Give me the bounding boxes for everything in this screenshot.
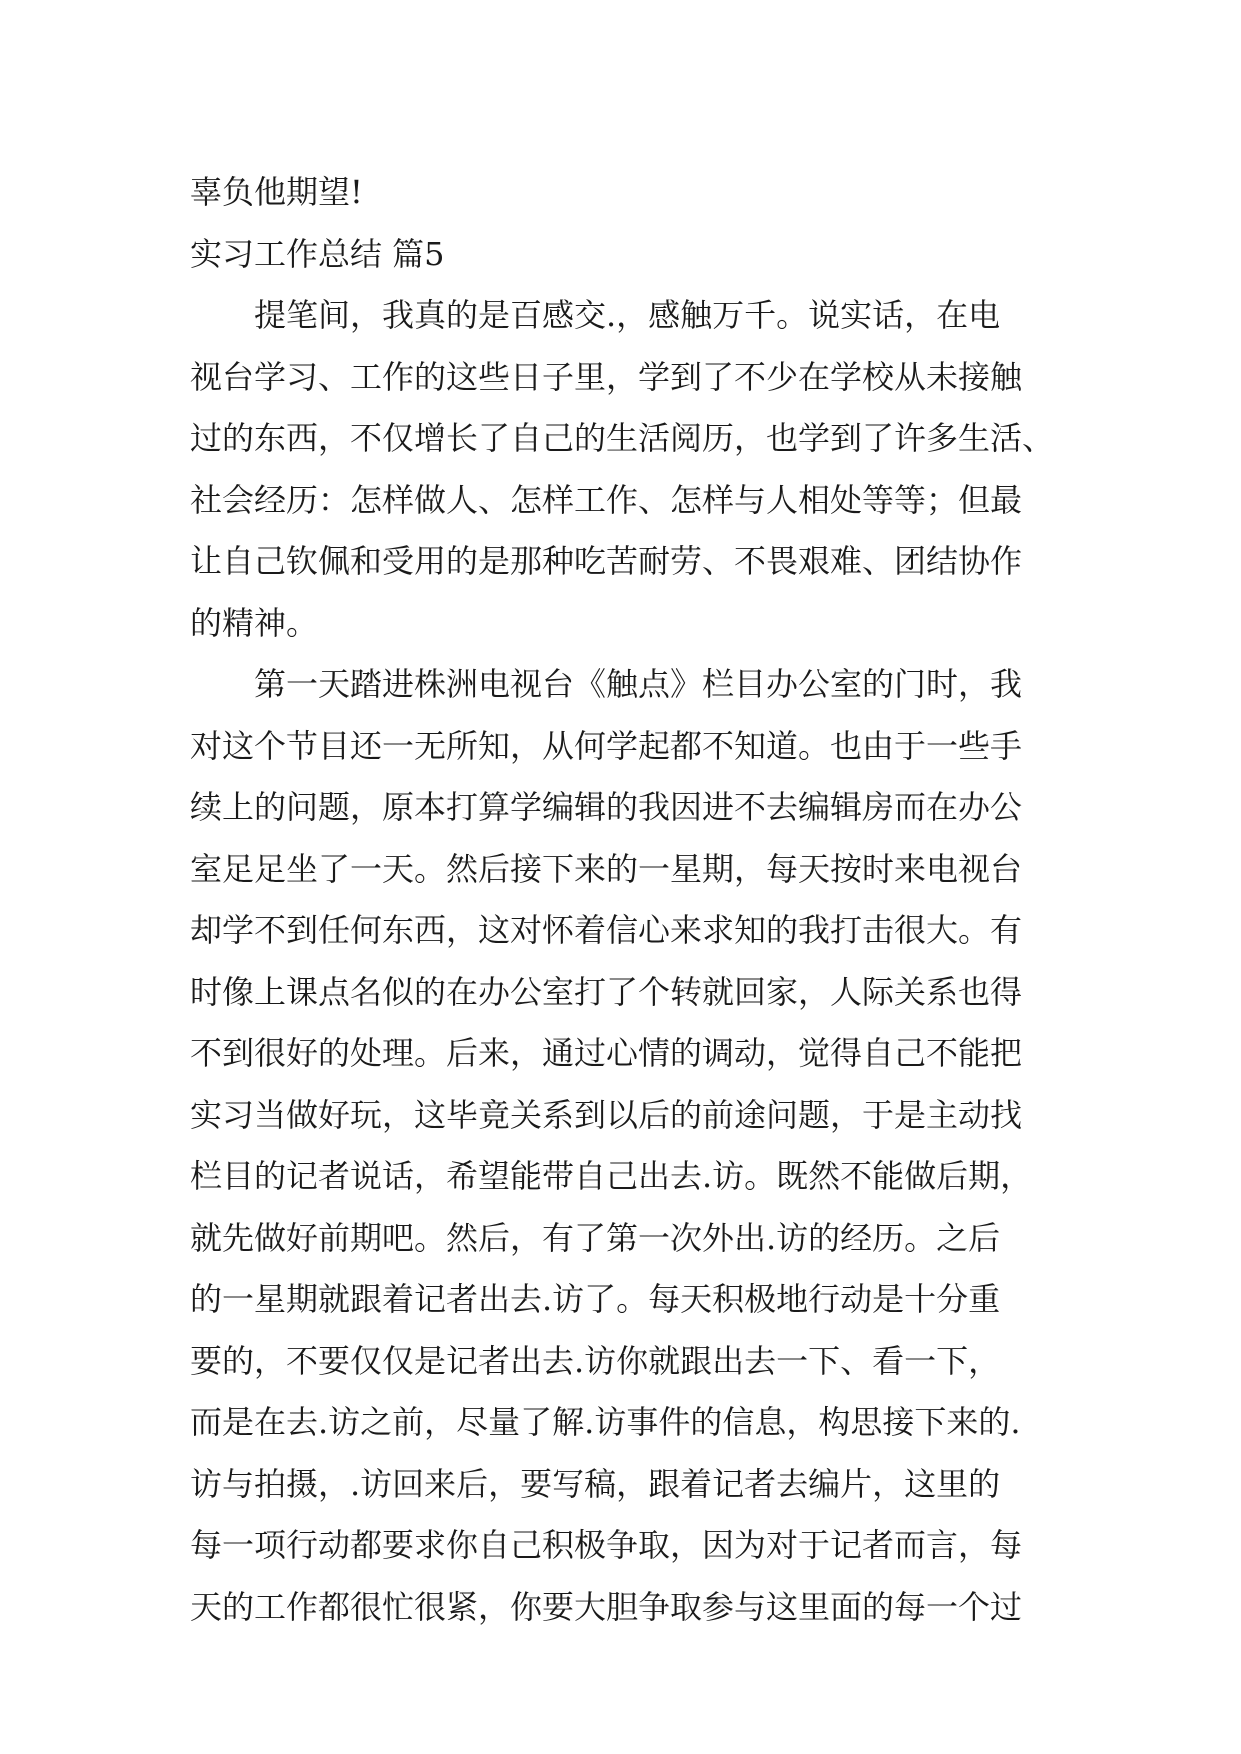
text-line: 却学不到任何东西，这对怀着信心来求知的我打击很大。有 <box>190 911 1023 949</box>
text-line: 每一项行动都要求你自己积极争取，因为对于记者而言，每 <box>190 1526 1023 1564</box>
text-line: 不到很好的处理。后来，通过心情的调动，觉得自己不能把 <box>190 1034 1023 1072</box>
section-heading: 实习工作总结 篇5 <box>190 234 445 273</box>
text-line: 时像上课点名似的在办公室打了个转就回家，人际关系也得 <box>190 972 1023 1011</box>
text-line: 天的工作都很忙很紧，你要大胆争取参与这里面的每一个过 <box>190 1587 1023 1626</box>
text-line: 辜负他期望! <box>190 173 363 211</box>
text-line: 实习当做好玩，这毕竟关系到以后的前途问题，于是主动找 <box>190 1095 1023 1134</box>
text-line: 对这个节目还一无所知，从何学起都不知道。也由于一些手 <box>190 726 1023 765</box>
text-line: 过的东西，不仅增长了自己的生活阅历，也学到了许多生活、 <box>190 419 1055 457</box>
text-line: 的精神。 <box>190 603 319 642</box>
text-line: 的一星期就跟着记者出去.访了。每天积极地行动是十分重 <box>190 1280 1001 1318</box>
paragraph-first-line: 提笔间，我真的是百感交.，感触万千。说实话，在电 <box>254 296 1001 334</box>
text-line: 而是在去.访之前，尽量了解.访事件的信息，构思接下来的. <box>190 1403 1021 1441</box>
document-body <box>190 162 1060 1638</box>
text-line: 要的，不要仅仅是记者出去.访你就跟出去一下、看一下， <box>190 1341 1001 1380</box>
text-line: 室足足坐了一天。然后接下来的一星期，每天按时来电视台 <box>190 849 1023 888</box>
text-line: 访与拍摄，.访回来后，要写稿，跟着记者去编片，这里的 <box>190 1464 1001 1503</box>
text-line: 视台学习、工作的这些日子里，学到了不少在学校从未接触 <box>190 357 1023 396</box>
text-line: 让自己钦佩和受用的是那种吃苦耐劳、不畏艰难、团结协作 <box>190 542 1023 580</box>
text-line: 社会经历：怎样做人、怎样工作、怎样与人相处等等；但最 <box>190 480 1023 519</box>
text-line: 续上的问题，原本打算学编辑的我因进不去编辑房而在办公 <box>190 788 1023 826</box>
text-line: 栏目的记者说话，希望能带自己出去.访。既然不能做后期， <box>190 1157 1033 1195</box>
text-line: 就先做好前期吧。然后，有了第一次外出.访的经历。之后 <box>190 1218 1001 1257</box>
paragraph-first-line: 第一天踏进株洲电视台《触点》栏目办公室的门时，我 <box>254 665 1023 703</box>
